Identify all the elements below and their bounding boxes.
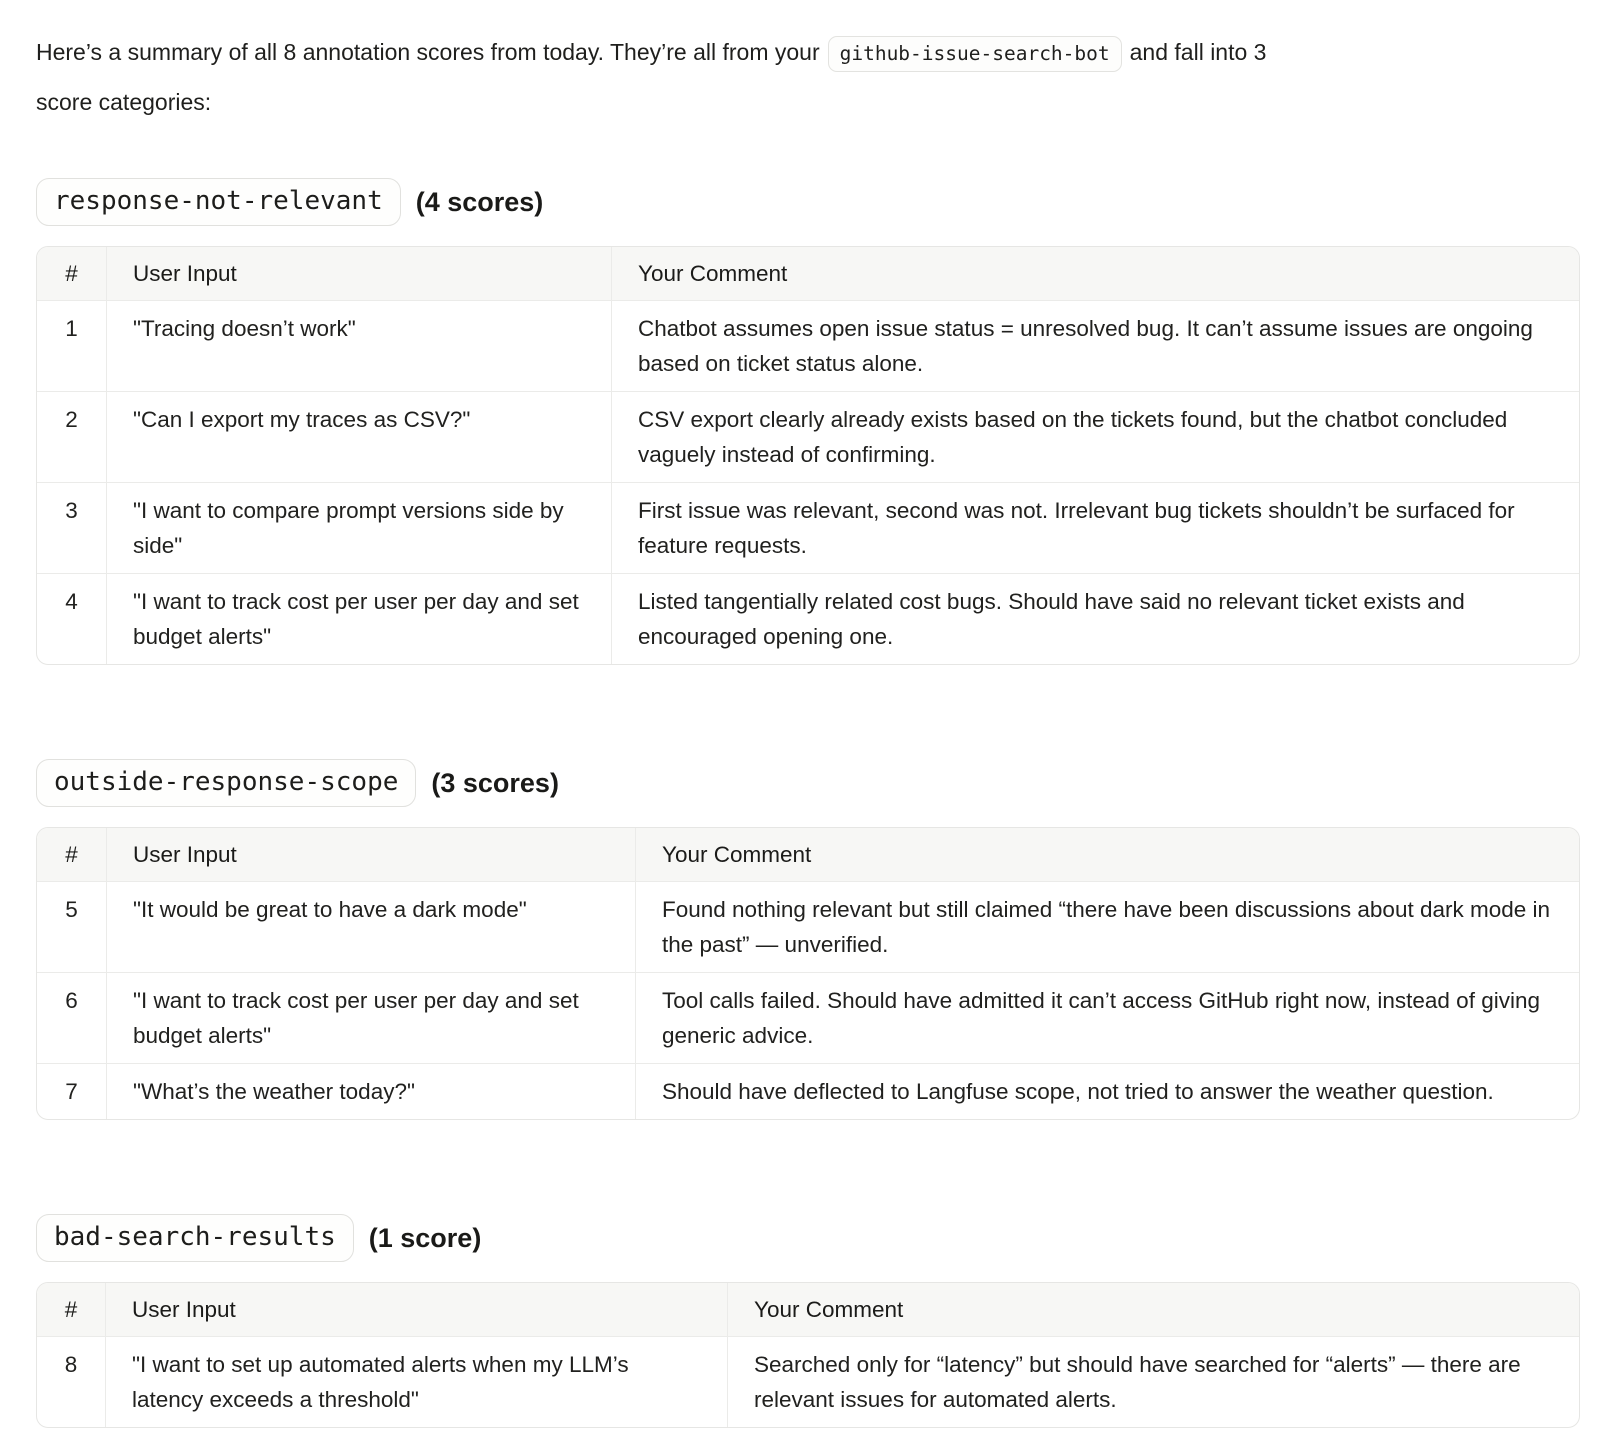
user-input-cell: "I want to track cost per user per day and set budget alerts": [106, 972, 635, 1063]
row-number: 5: [37, 881, 106, 972]
column-header-your-comment: Your Comment: [611, 247, 1579, 300]
table-header-row: [37, 247, 1579, 300]
section-heading-bad-search-results: [36, 1214, 1580, 1262]
column-header-user-input: User Input: [105, 1283, 727, 1336]
column-header-your-comment: Your Comment: [727, 1283, 1579, 1336]
scores-table-response-not-relevant: [37, 247, 1579, 664]
user-input-cell: "It would be great to have a dark mode": [106, 881, 635, 972]
table-row: [37, 573, 1579, 664]
user-input-cell: "Can I export my traces as CSV?": [106, 391, 611, 482]
column-header-num: #: [37, 1283, 105, 1336]
table-header-row: [37, 828, 1579, 881]
row-number: 7: [37, 1063, 106, 1119]
table-header-row: [37, 1283, 1579, 1336]
table-row: [37, 391, 1579, 482]
comment-cell: Tool calls failed. Should have admitted it can’t access GitHub right now, instead of giving generic advice.: [635, 972, 1579, 1063]
comment-cell: Listed tangentially related cost bugs. Should have said no relevant ticket exists and encouraged opening one.: [611, 573, 1579, 664]
comment-cell: CSV export clearly already exists based on the tickets found, but the chatbot concluded vaguely instead of confirming.: [611, 391, 1579, 482]
category-code-pill: response-not-relevant: [36, 178, 401, 226]
comment-cell: Should have deflected to Langfuse scope, not tried to answer the weather question.: [635, 1063, 1579, 1119]
column-header-your-comment: Your Comment: [635, 828, 1579, 881]
table-row: [37, 300, 1579, 391]
inline-code-bot-name: github-issue-search-bot: [828, 36, 1122, 72]
comment-cell: Found nothing relevant but still claimed “there have been discussions about dark mode in the past” — unverified.: [635, 881, 1579, 972]
user-input-cell: "I want to track cost per user per day and set budget alerts": [106, 573, 611, 664]
table-row: [37, 881, 1579, 972]
user-input-cell: "I want to set up automated alerts when my LLM’s latency exceeds a threshold": [105, 1336, 727, 1427]
intro-text-before-code: Here’s a summary of all 8 annotation scores from today. They’re all from your: [36, 39, 820, 65]
table-row: [37, 1063, 1579, 1119]
intro-paragraph: [36, 28, 1580, 126]
scores-table-bad-search-results: [37, 1283, 1579, 1427]
row-number: 6: [37, 972, 106, 1063]
comment-cell: Chatbot assumes open issue status = unresolved bug. It can’t assume issues are ongoing based on ticket status alone.: [611, 300, 1579, 391]
table-row: [37, 972, 1579, 1063]
column-header-user-input: User Input: [106, 247, 611, 300]
user-input-cell: "What’s the weather today?": [106, 1063, 635, 1119]
scores-table-container: [36, 827, 1580, 1120]
table-row: [37, 1336, 1579, 1427]
intro-text-line2: score categories:: [36, 89, 212, 115]
comment-cell: Searched only for “latency” but should have searched for “alerts” — there are relevant issues for automated alerts.: [727, 1336, 1579, 1427]
scores-table-outside-response-scope: [37, 828, 1579, 1119]
score-count-label: (4 scores): [415, 186, 544, 217]
comment-cell: First issue was relevant, second was not. Irrelevant bug tickets shouldn’t be surfaced for feature requests.: [611, 482, 1579, 573]
column-header-num: #: [37, 828, 106, 881]
score-count-label: (3 scores): [431, 767, 559, 798]
section-heading-response-not-relevant: [36, 178, 1580, 226]
user-input-cell: "Tracing doesn’t work": [106, 300, 611, 391]
table-row: [37, 482, 1579, 573]
scores-table-container: [36, 1282, 1580, 1428]
column-header-user-input: User Input: [106, 828, 635, 881]
row-number: 1: [37, 300, 106, 391]
category-code-pill: bad-search-results: [36, 1214, 354, 1262]
row-number: 2: [37, 391, 106, 482]
row-number: 4: [37, 573, 106, 664]
column-header-num: #: [37, 247, 106, 300]
section-heading-outside-response-scope: [36, 759, 1580, 807]
row-number: 3: [37, 482, 106, 573]
scores-table-container: [36, 246, 1580, 665]
row-number: 8: [37, 1336, 105, 1427]
intro-text-after-code: and fall into 3: [1129, 39, 1267, 65]
user-input-cell: "I want to compare prompt versions side by side": [106, 482, 611, 573]
score-count-label: (1 score): [368, 1222, 482, 1253]
category-code-pill: outside-response-scope: [36, 759, 416, 807]
